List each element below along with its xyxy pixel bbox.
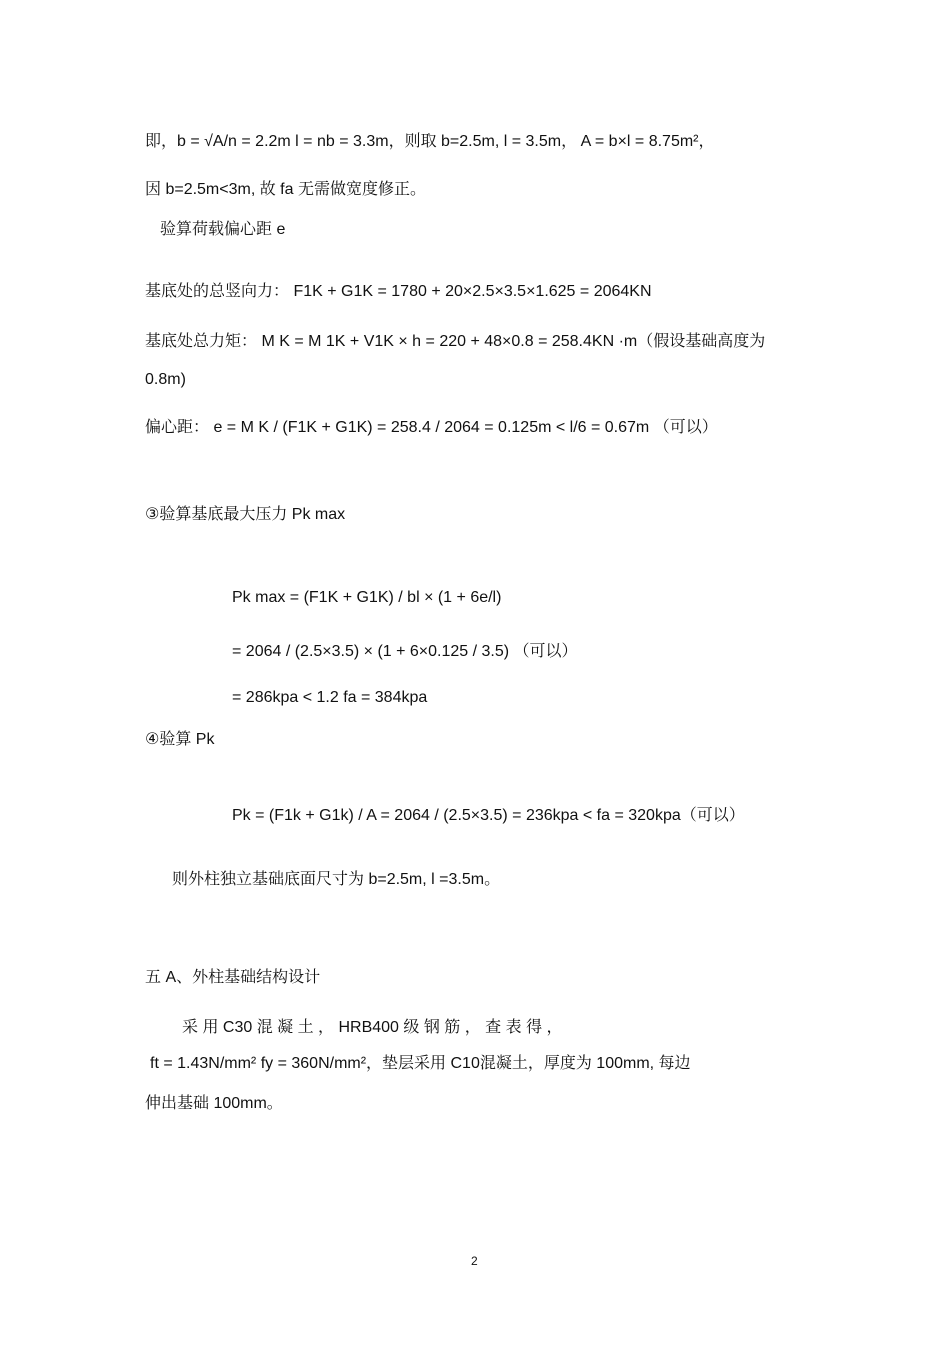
page-number: 2 xyxy=(471,1254,478,1268)
text-line: 即，b = √A/n = 2.2m l = nb = 3.3m，则取 b=2.5m, l = 3.5m， A = b×l = 8.75m²， xyxy=(145,133,715,150)
text-line: 则外柱独立基础底面尺寸为 b=2.5m, l =3.5m。 xyxy=(172,871,501,888)
text-line: ft = 1.43N/mm² fy = 360N/mm²，垫层采用 C10混凝土，厚度为 100mm, 每边 xyxy=(150,1055,691,1072)
text-line: ③验算基底最大压力 Pk max xyxy=(145,506,346,523)
text-line: 验算荷载偏心距 e xyxy=(160,221,286,238)
text-line: 0.8m) xyxy=(145,371,186,388)
text-line: 基底处的总竖向力： F1K + G1K = 1780 + 20×2.5×3.5×1.625 = 2064KN xyxy=(145,283,652,300)
text-line: 因 b=2.5m<3m, 故 fa 无需做宽度修正。 xyxy=(145,181,426,198)
text-line: 偏心距： e = M K / (F1K + G1K) = 258.4 / 2064 = 0.125m < l/6 = 0.67m （可以） xyxy=(145,419,718,436)
text-line: Pk = (F1k + G1k) / A = 2064 / (2.5×3.5) = 236kpa < fa = 320kpa（可以） xyxy=(232,807,745,824)
text-line: ④验算 Pk xyxy=(145,731,215,748)
text-line: 采 用 C30 混 凝 土 ， HRB400 级 钢 筋 ， 查 表 得 ， xyxy=(182,1019,563,1036)
text-line: = 286kpa < 1.2 fa = 384kpa xyxy=(232,689,428,706)
text-line: 五 A、外柱基础结构设计 xyxy=(145,969,321,986)
text-line: = 2064 / (2.5×3.5) × (1 + 6×0.125 / 3.5) （可以） xyxy=(232,643,578,660)
text-line: 基底处总力矩： M K = M 1K + V1K × h = 220 + 48×0.8 = 258.4KN ·m（假设基础高度为 xyxy=(145,333,766,350)
text-line: 伸出基础 100mm。 xyxy=(145,1095,283,1112)
text-line: Pk max = (F1K + G1K) / bl × (1 + 6e/l) xyxy=(232,589,502,606)
